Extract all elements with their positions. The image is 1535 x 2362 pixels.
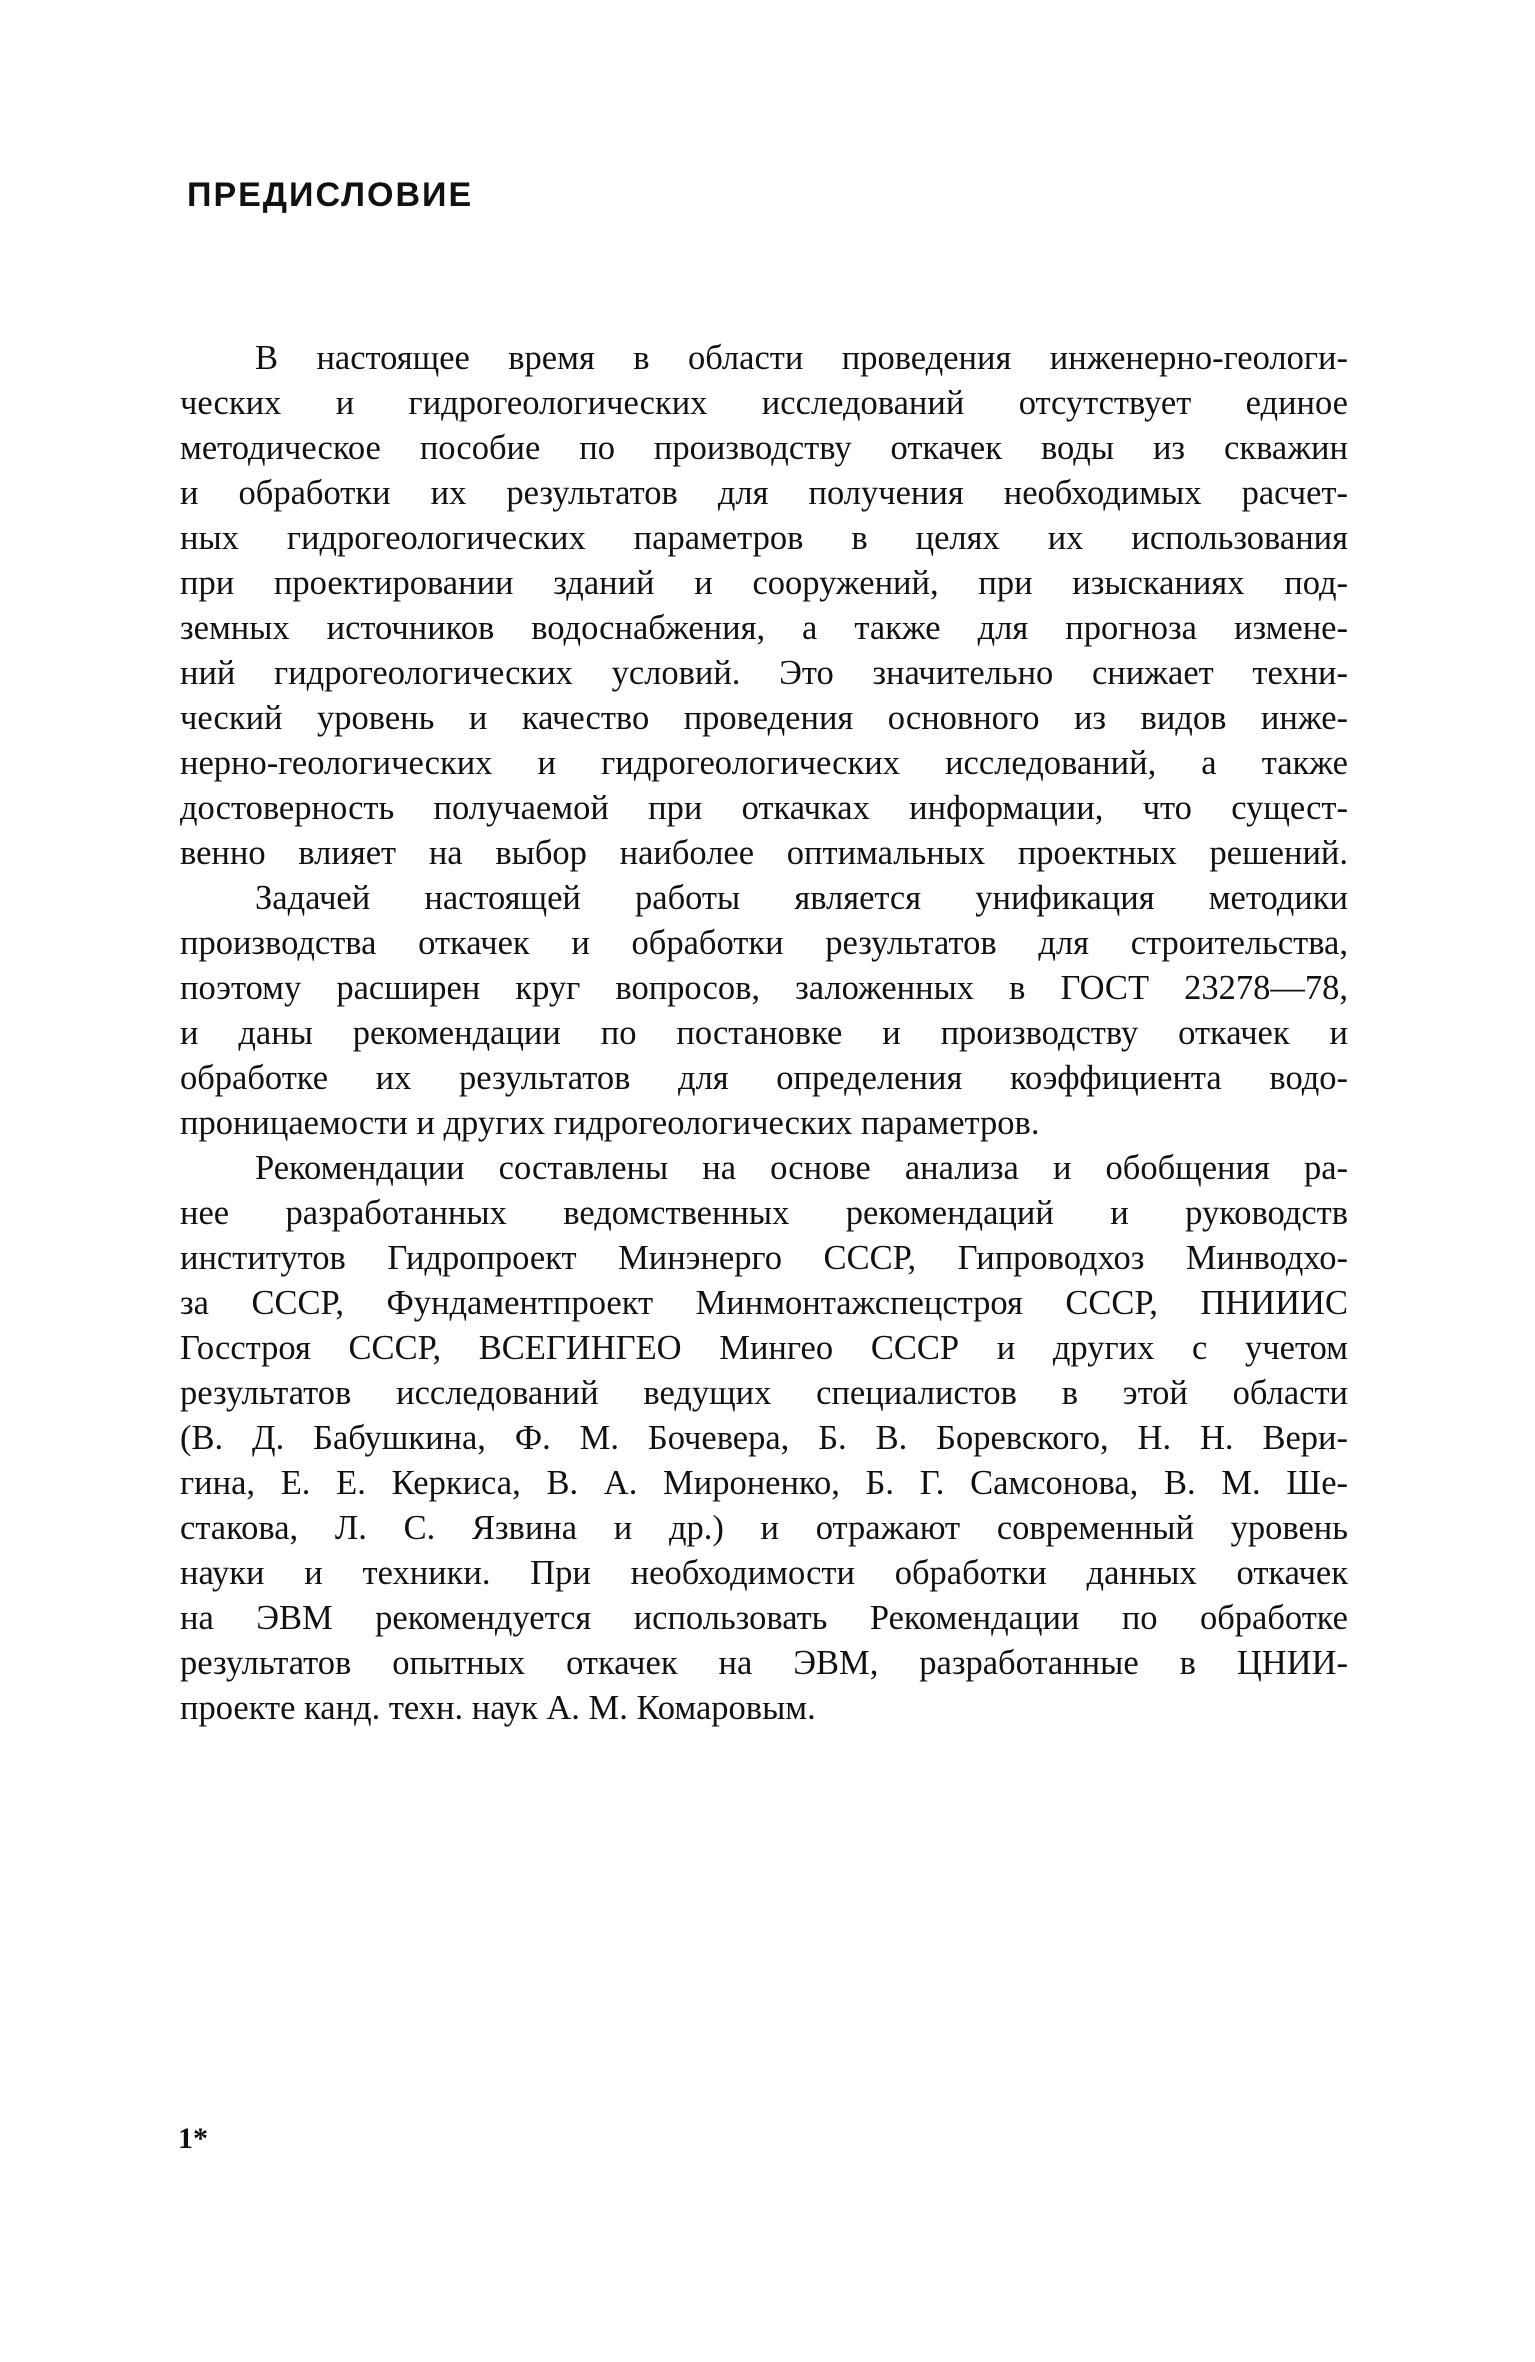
paragraph bbox=[180, 876, 1348, 1146]
text-line: науки и техники. При необходимости обработки данных откачек bbox=[180, 1554, 1348, 1592]
text-line: венно влияет на выбор наиболее оптимальных проектных решений. bbox=[180, 834, 1348, 872]
text-line: обработке их результатов для определения коэффициента водо- bbox=[180, 1059, 1348, 1097]
text-line: Рекомендации составлены на основе анализа и обобщения ра- bbox=[255, 1149, 1348, 1187]
text-line: и даны рекомендации по постановке и производству откачек и bbox=[180, 1014, 1348, 1052]
text-line: стакова, Л. С. Язвина и др.) и отражают современный уровень bbox=[180, 1509, 1348, 1547]
text-line: нее разработанных ведомственных рекомендаций и руководств bbox=[180, 1194, 1348, 1232]
text-line: ний гидрогеологических условий. Это значительно снижает техни- bbox=[180, 654, 1348, 692]
text-line: достоверность получаемой при откачках информации, что сущест- bbox=[180, 789, 1348, 827]
text-line: производства откачек и обработки результатов для строительства, bbox=[180, 924, 1348, 962]
paragraph bbox=[180, 1146, 1348, 1731]
text-line: поэтому расширен круг вопросов, заложенных в ГОСТ 23278—78, bbox=[180, 969, 1348, 1007]
text-line: гина, Е. Е. Керкиса, В. А. Мироненко, Б. Г. Самсонова, В. М. Ше- bbox=[180, 1464, 1348, 1502]
paragraph bbox=[180, 336, 1348, 876]
text-line: В настоящее время в области проведения инженерно-геологи- bbox=[255, 339, 1348, 377]
text-line: методическое пособие по производству откачек воды из скважин bbox=[180, 429, 1348, 467]
page-title: ПРЕДИСЛОВИЕ bbox=[187, 176, 474, 214]
text-line: Задачей настоящей работы является унификация методики bbox=[255, 879, 1348, 917]
text-line: ческий уровень и качество проведения основного из видов инже- bbox=[180, 699, 1348, 737]
body-text bbox=[180, 336, 1348, 1731]
text-line: проницаемости и других гидрогеологических параметров. bbox=[180, 1104, 1040, 1142]
text-line: Госстроя СССР, ВСЕГИНГЕО Мингео СССР и других с учетом bbox=[180, 1329, 1348, 1367]
text-line: при проектировании зданий и сооружений, при изысканиях под- bbox=[180, 564, 1348, 602]
text-line: (В. Д. Бабушкина, Ф. М. Бочевера, Б. В. Боревского, Н. Н. Вери- bbox=[180, 1419, 1348, 1457]
text-line: и обработки их результатов для получения необходимых расчет- bbox=[180, 474, 1348, 512]
text-line: ных гидрогеологических параметров в целях их использования bbox=[180, 519, 1348, 557]
text-line: результатов опытных откачек на ЭВМ, разработанные в ЦНИИ- bbox=[180, 1644, 1348, 1682]
text-line: ческих и гидрогеологических исследований отсутствует единое bbox=[180, 384, 1348, 422]
page-number: 1* bbox=[178, 2122, 208, 2155]
text-line: институтов Гидропроект Минэнерго СССР, Гипроводхоз Минводхо- bbox=[180, 1239, 1348, 1277]
text-line: нерно-геологических и гидрогеологических исследований, а также bbox=[180, 744, 1348, 782]
text-line: проекте канд. техн. наук А. М. Комаровым. bbox=[180, 1689, 816, 1727]
text-line: результатов исследований ведущих специалистов в этой области bbox=[180, 1374, 1348, 1412]
text-line: за СССР, Фундаментпроект Минмонтажспецстроя СССР, ПНИИИС bbox=[180, 1284, 1348, 1322]
text-line: на ЭВМ рекомендуется использовать Рекомендации по обработке bbox=[180, 1599, 1348, 1637]
text-line: земных источников водоснабжения, а также для прогноза измене- bbox=[180, 609, 1348, 647]
